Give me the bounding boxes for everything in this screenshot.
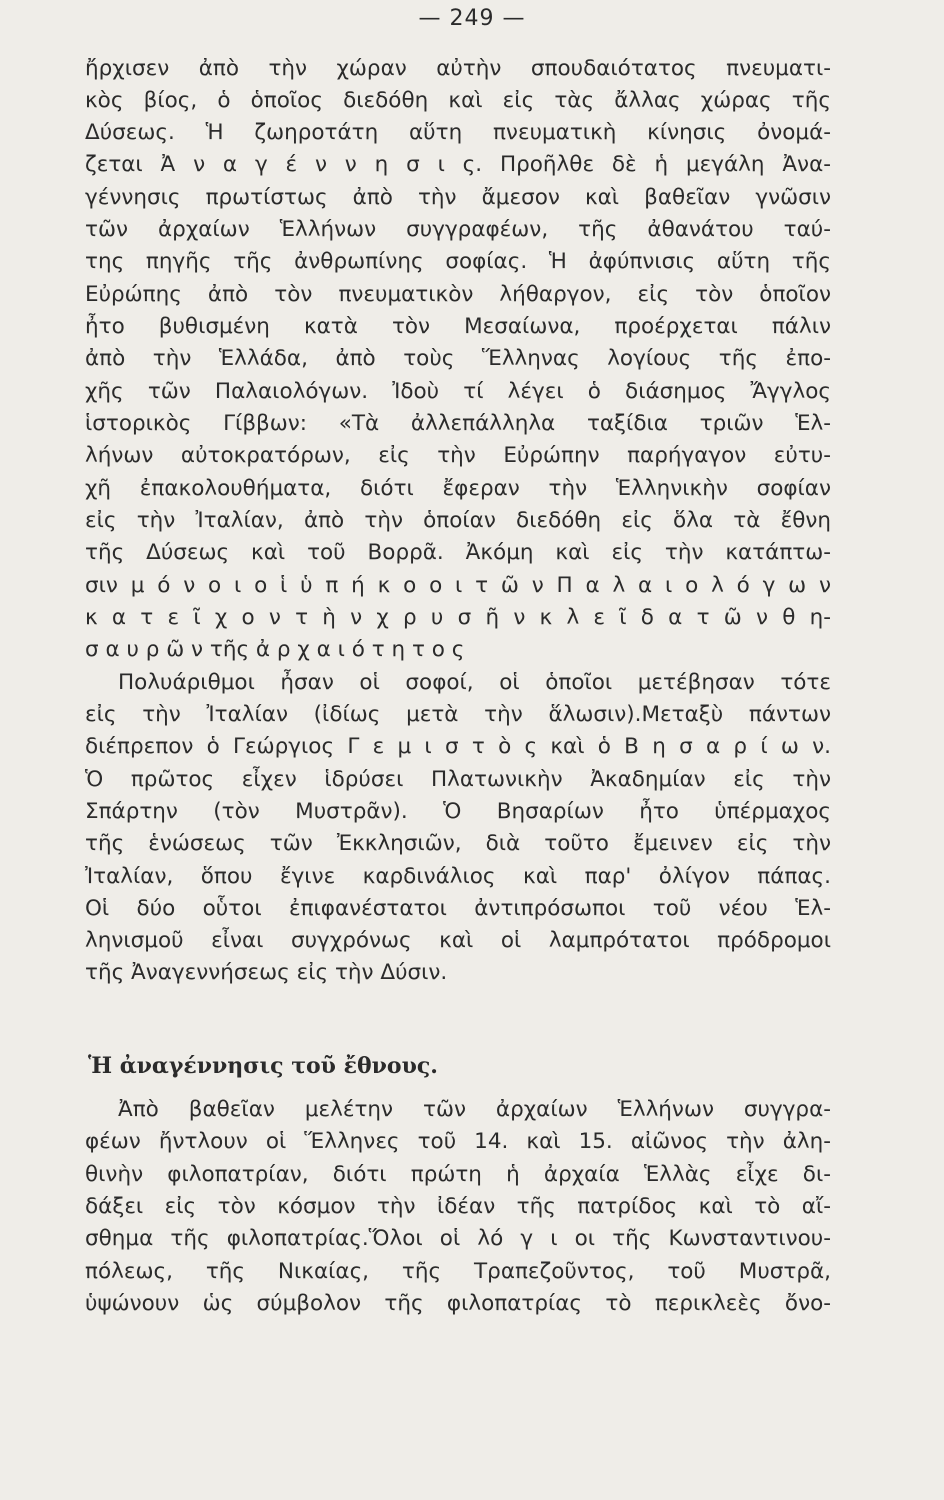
page-number: — 249 — xyxy=(418,6,526,31)
text-line: Εὐρώπης ἀπὸ τὸν πνευματικὸν λήθαργον, εἰς τὸν ὁποῖον xyxy=(85,282,831,307)
text-line: ἀπὸ τὴν Ἑλλάδα, ἀπὸ τοὺς Ἕλληνας λογίους τῆς ἐπο- xyxy=(85,346,831,371)
text-line: ἤρχισεν ἀπὸ τὴν χώραν αὐτὴν σπουδαιότατος πνευματι- xyxy=(85,56,831,81)
text-line: χῆς τῶν Παλαιολόγων. Ἰδοὺ τί λέγει ὁ διάσημος Ἄγγλος xyxy=(85,379,831,404)
text-line: ἦτο βυθισμένη κατὰ τὸν Μεσαίωνα, προέρχεται πάλιν xyxy=(85,314,831,339)
text-line: σιν μ ό ν ο ι ο ἱ ὑ π ή κ ο ο ι τ ῶ ν Π α λ α ι ο λ ό γ ω ν xyxy=(85,573,831,598)
text-line: κὸς βίος, ὁ ὁποῖος διεδόθη καὶ εἰς τὰς ἄλλας χώρας τῆς xyxy=(85,88,831,113)
text-line: τῆς Ἀναγεννήσεως εἰς τὴν Δύσιν. xyxy=(85,960,448,985)
text-line: σ α υ ρ ῶ ν τῆς ἀ ρ χ α ι ό τ η τ ο ς xyxy=(85,637,465,662)
text-line: κ α τ ε ῖ χ ο ν τ ὴ ν χ ρ υ σ ῆ ν κ λ ε ῖ δ α τ ῶ ν θ η- xyxy=(85,605,831,630)
text-line: τῆς ἑνώσεως τῶν Ἐκκλησιῶν, διὰ τοῦτο ἔμεινεν εἰς τὴν xyxy=(85,831,831,856)
text-line: φέων ἤντλουν οἱ Ἕλληνες τοῦ 14. καὶ 15. αἰῶνος τὴν ἀλη- xyxy=(85,1129,831,1154)
text-line: τῆς Δύσεως καὶ τοῦ Βορρᾶ. Ἀκόμη καὶ εἰς τὴν κατάπτω- xyxy=(85,540,831,565)
text-line: Ἀπὸ βαθεῖαν μελέτην τῶν ἀρχαίων Ἑλλήνων συγγρα- xyxy=(118,1097,831,1122)
text-line: δάξει εἰς τὸν κόσμον τὴν ἰδέαν τῆς πατρίδος καὶ τὸ αἴ- xyxy=(85,1194,831,1219)
text-line: ζεται Ἀ ν α γ έ ν ν η σ ι ς. Προῆλθε δὲ ἡ μεγάλη Ἀνα- xyxy=(85,152,831,177)
text-line: διέπρεπον ὁ Γεώργιος Γ ε μ ι σ τ ὸ ς καὶ ὁ Β η σ α ρ ί ω ν. xyxy=(85,734,831,759)
text-line: χῆ ἐπακολουθήματα, διότι ἔφεραν τὴν Ἑλληνικὴν σοφίαν xyxy=(85,476,831,501)
text-line: σθημα τῆς φιλοπατρίας.Ὅλοι οἱ λό γ ι οι τῆς Κωνσταντινου- xyxy=(85,1226,831,1251)
text-line: ἱστορικὸς Γίββων: «Τὰ ἀλλεπάλληλα ταξίδια τριῶν Ἑλ- xyxy=(85,411,831,436)
text-line: θινὴν φιλοπατρίαν, διότι πρώτη ἡ ἀρχαία Ἑλλὰς εἶχε δι- xyxy=(85,1162,831,1187)
text-line: λήνων αὐτοκρατόρων, εἰς τὴν Εὐρώπην παρήγαγον εὐτυ- xyxy=(85,443,831,468)
text-line: εἰς τὴν Ἰταλίαν, ἀπὸ τὴν ὁποίαν διεδόθη εἰς ὅλα τὰ ἔθνη xyxy=(85,508,831,533)
text-line: Δύσεως. Ἡ ζωηροτάτη αὕτη πνευματικὴ κίνησις ὀνομά- xyxy=(85,120,831,145)
text-line: Ἰταλίαν, ὅπου ἔγινε καρδινάλιος καὶ παρ' ὀλίγον πάπας. xyxy=(85,864,831,889)
text-line: ληνισμοῦ εἶναι συγχρόνως καὶ οἱ λαμπρότατοι πρόδρομοι xyxy=(85,928,831,953)
text-line: εἰς τὴν Ἰταλίαν (ἰδίως μετὰ τὴν ἅλωσιν).Μεταξὺ πάντων xyxy=(85,702,831,727)
text-line: Οἱ δύο οὗτοι ἐπιφανέστατοι ἀντιπρόσωποι τοῦ νέου Ἑλ- xyxy=(85,896,831,921)
text-line: της πηγῆς τῆς ἀνθρωπίνης σοφίας. Ἡ ἀφύπνισις αὕτη τῆς xyxy=(85,249,831,274)
text-line: Πολυάριθμοι ἦσαν οἱ σοφοί, οἱ ὁποῖοι μετέβησαν τότε xyxy=(118,670,831,695)
text-line: ὑψώνουν ὡς σύμβολον τῆς φιλοπατρίας τὸ περικλεὲς ὄνο- xyxy=(85,1291,831,1316)
text-line: πόλεως, τῆς Νικαίας, τῆς Τραπεζοῦντος, τοῦ Μυστρᾶ, xyxy=(85,1259,831,1284)
text-line: γέννησις πρωτίστως ἀπὸ τὴν ἄμεσον καὶ βαθεῖαν γνῶσιν xyxy=(85,185,831,210)
section-heading: Ἡ ἀναγέννησις τοῦ ἔθνους. xyxy=(88,1053,438,1079)
text-line: τῶν ἀρχαίων Ἑλλήνων συγγραφέων, τῆς ἀθανάτου ταύ- xyxy=(85,217,831,242)
text-line: Ὁ πρῶτος εἶχεν ἱδρύσει Πλατωνικὴν Ἀκαδημίαν εἰς τὴν xyxy=(85,767,831,792)
text-line: Σπάρτην (τὸν Μυστρᾶν). Ὁ Βησαρίων ἦτο ὑπέρμαχος xyxy=(85,799,831,824)
